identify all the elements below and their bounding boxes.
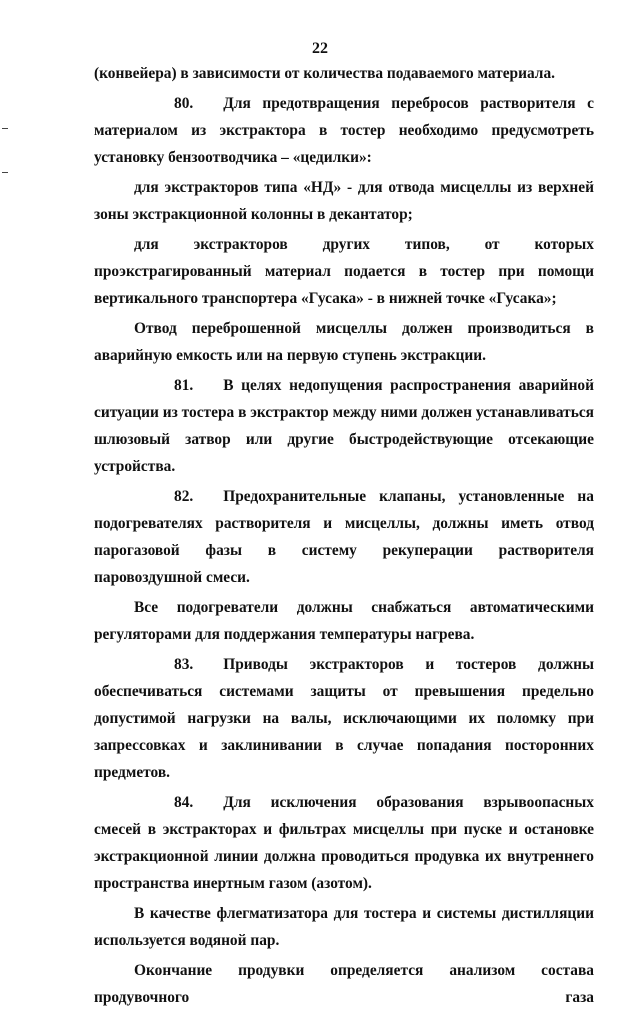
paragraph-text: В качестве флегматизатора для тостера и системы дистилляции используется водяной пар. [94,905,594,949]
paragraph-item-83 [94,651,594,786]
paragraph-text: В целях недопущения распространения аварийной ситуации из тостера в экстрактор между ними должен устанавливаться шлюзовый затвор или другие быстродействующие отсекающие устройства. [94,377,594,475]
paragraph-text: Для предотвращения перебросов растворителя с материалом из экстрактора в тостер необходимо предусмотреть установку бензоотводчика – «цедилки»: [94,95,594,166]
paragraph-miscella-discharge [94,315,594,369]
paragraph-item-82 [94,483,594,591]
paragraph-number: 82. [174,488,194,505]
paragraph-phlegmatizer [94,900,594,954]
paragraph-text: Окончание продувки определяется анализом состава продувочного газа [94,962,594,1006]
paragraph-text: Приводы экстракторов и тостеров должны обеспечиваться системами защиты от превышения предельно допустимой нагрузки на валы, исключающими их поломку при запрессовках и заклинивании в случае попадания посторонних предметов. [94,656,594,781]
document-body [94,60,594,1014]
paragraph-heaters [94,594,594,648]
paragraph-other-extractors [94,231,594,312]
paragraph-purge-end [94,957,594,1011]
paragraph-number: 80. [174,95,194,112]
margin-mark [2,128,8,129]
paragraph-text: для экстракторов других типов, от которых проэкстрагированный материал подается в тостер при помощи вертикального транспортера «Гусака» - в нижней точке «Гусака»; [94,236,594,307]
paragraph-text: Предохранительные клапаны, установленные на подогревателях растворителя и мисцеллы, должны иметь отвод парогазовой фазы в систему рекуперации растворителя паровоздушной смеси. [94,488,594,586]
paragraph-continuation [94,60,594,87]
paragraph-number: 81. [174,377,194,394]
paragraph-text: (конвейера) в зависимости от количества подаваемого материала. [94,65,555,82]
paragraph-text: Для исключения образования взрывоопасных смесей в экстракторах и фильтрах мисцеллы при пуске и остановке экстракционной линии должна проводиться продувка их внутреннего пространства инертным газом (азотом). [94,794,594,892]
paragraph-number: 84. [174,794,194,811]
paragraph-text: Отвод переброшенной мисцеллы должен производиться в аварийную емкость или на первую ступень экстракции. [94,320,594,364]
page-number: 22 [312,40,328,57]
paragraph-text: Все подогреватели должны снабжаться автоматическими регуляторами для поддержания температуры нагрева. [94,599,594,643]
paragraph-item-84 [94,789,594,897]
margin-mark [2,172,8,173]
paragraph-item-81 [94,372,594,480]
paragraph-item-80 [94,90,594,171]
paragraph-number: 83. [174,656,194,673]
paragraph-nd-extractors [94,174,594,228]
paragraph-text: для экстракторов типа «НД» - для отвода мисцеллы из верхней зоны экстракционной колонны в декантатор; [94,179,594,223]
